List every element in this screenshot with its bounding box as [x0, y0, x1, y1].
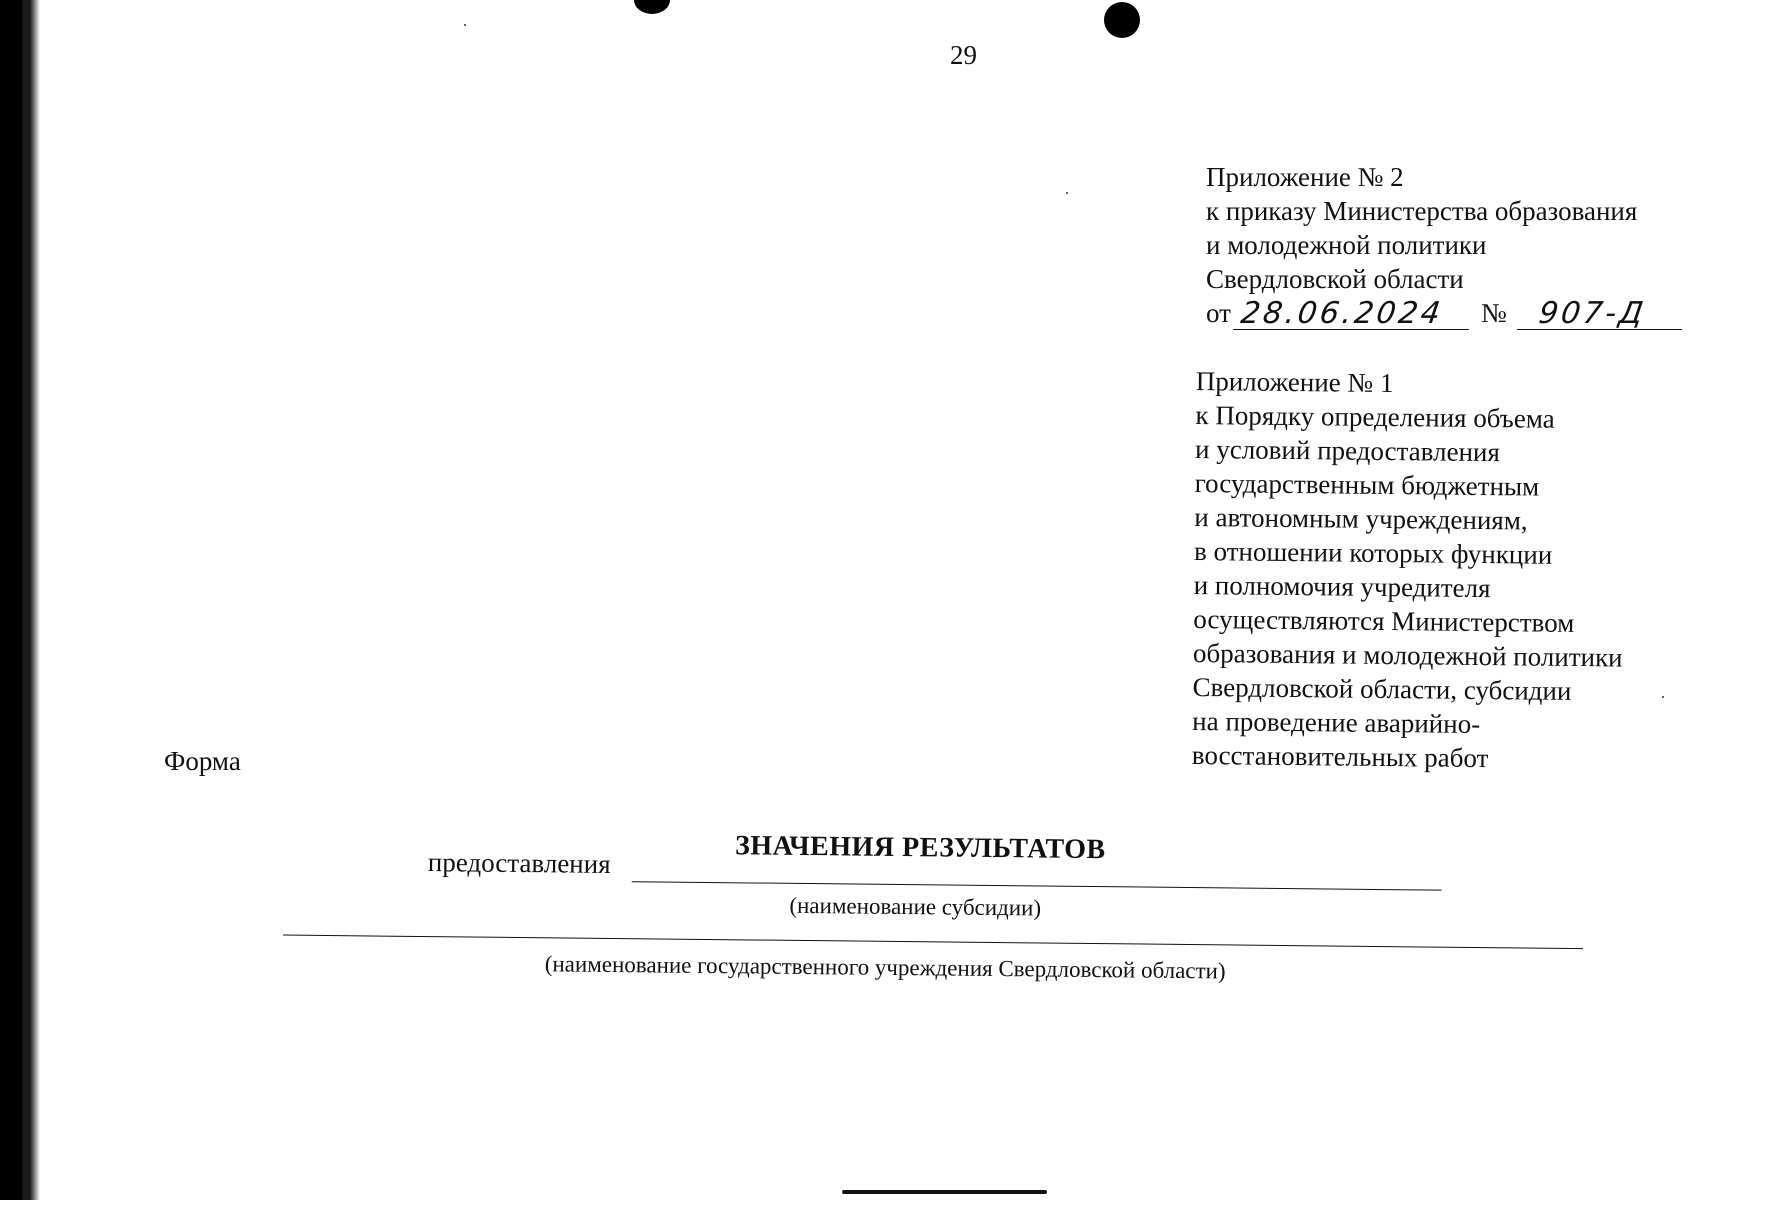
institution-name-line: [283, 935, 1583, 950]
page-number: 29: [950, 40, 977, 70]
appendix-2-line: Приложение № 2: [1206, 162, 1404, 192]
appendix-1-line: и условий предоставления: [1194, 433, 1501, 468]
appendix-2-line: к приказу Министерства образования: [1206, 196, 1638, 226]
appendix-1-line: на проведение аварийно-: [1192, 705, 1481, 739]
appendix-1-line: Свердловской области, субсидии: [1192, 671, 1572, 706]
appendix-1-line: осуществляются Министерством: [1193, 603, 1575, 638]
appendix-1-line: образования и молодежной политики: [1192, 637, 1623, 673]
appendix-1-line: в отношении которых функции: [1193, 535, 1553, 570]
provision-label: предоставления: [427, 847, 611, 879]
appendix-1-line: и полномочия учредителя: [1193, 569, 1491, 604]
handwritten-number: 907-Д: [1517, 299, 1686, 330]
appendix-1-line: и автономным учреждениям,: [1194, 501, 1528, 536]
form-heading: ЗНАЧЕНИЯ РЕЗУЛЬТАТОВ: [734, 830, 1106, 866]
subsidy-name-caption: (наименование субсидии): [789, 892, 1042, 921]
number-prefix: №: [1480, 298, 1507, 328]
form-label: Форма: [164, 746, 241, 776]
handwritten-date: 28.06.2024: [1233, 299, 1473, 330]
appendix-1-line: государственным бюджетным: [1194, 467, 1540, 502]
appendix-1-line: к Порядку определения объема: [1195, 399, 1555, 434]
appendix-1-line: восстановительных работ: [1191, 739, 1489, 774]
scan-bottom-mark: [842, 1190, 1047, 1194]
appendix-2-line: Свердловской области: [1206, 264, 1464, 294]
subsidy-name-line: [632, 881, 1442, 890]
date-prefix: от: [1206, 298, 1231, 328]
appendix-1-line: Приложение № 1: [1195, 365, 1394, 399]
institution-name-caption: (наименование государственного учреждения Свердловской области): [544, 951, 1226, 984]
appendix-2-line: и молодежной политики: [1206, 230, 1487, 260]
